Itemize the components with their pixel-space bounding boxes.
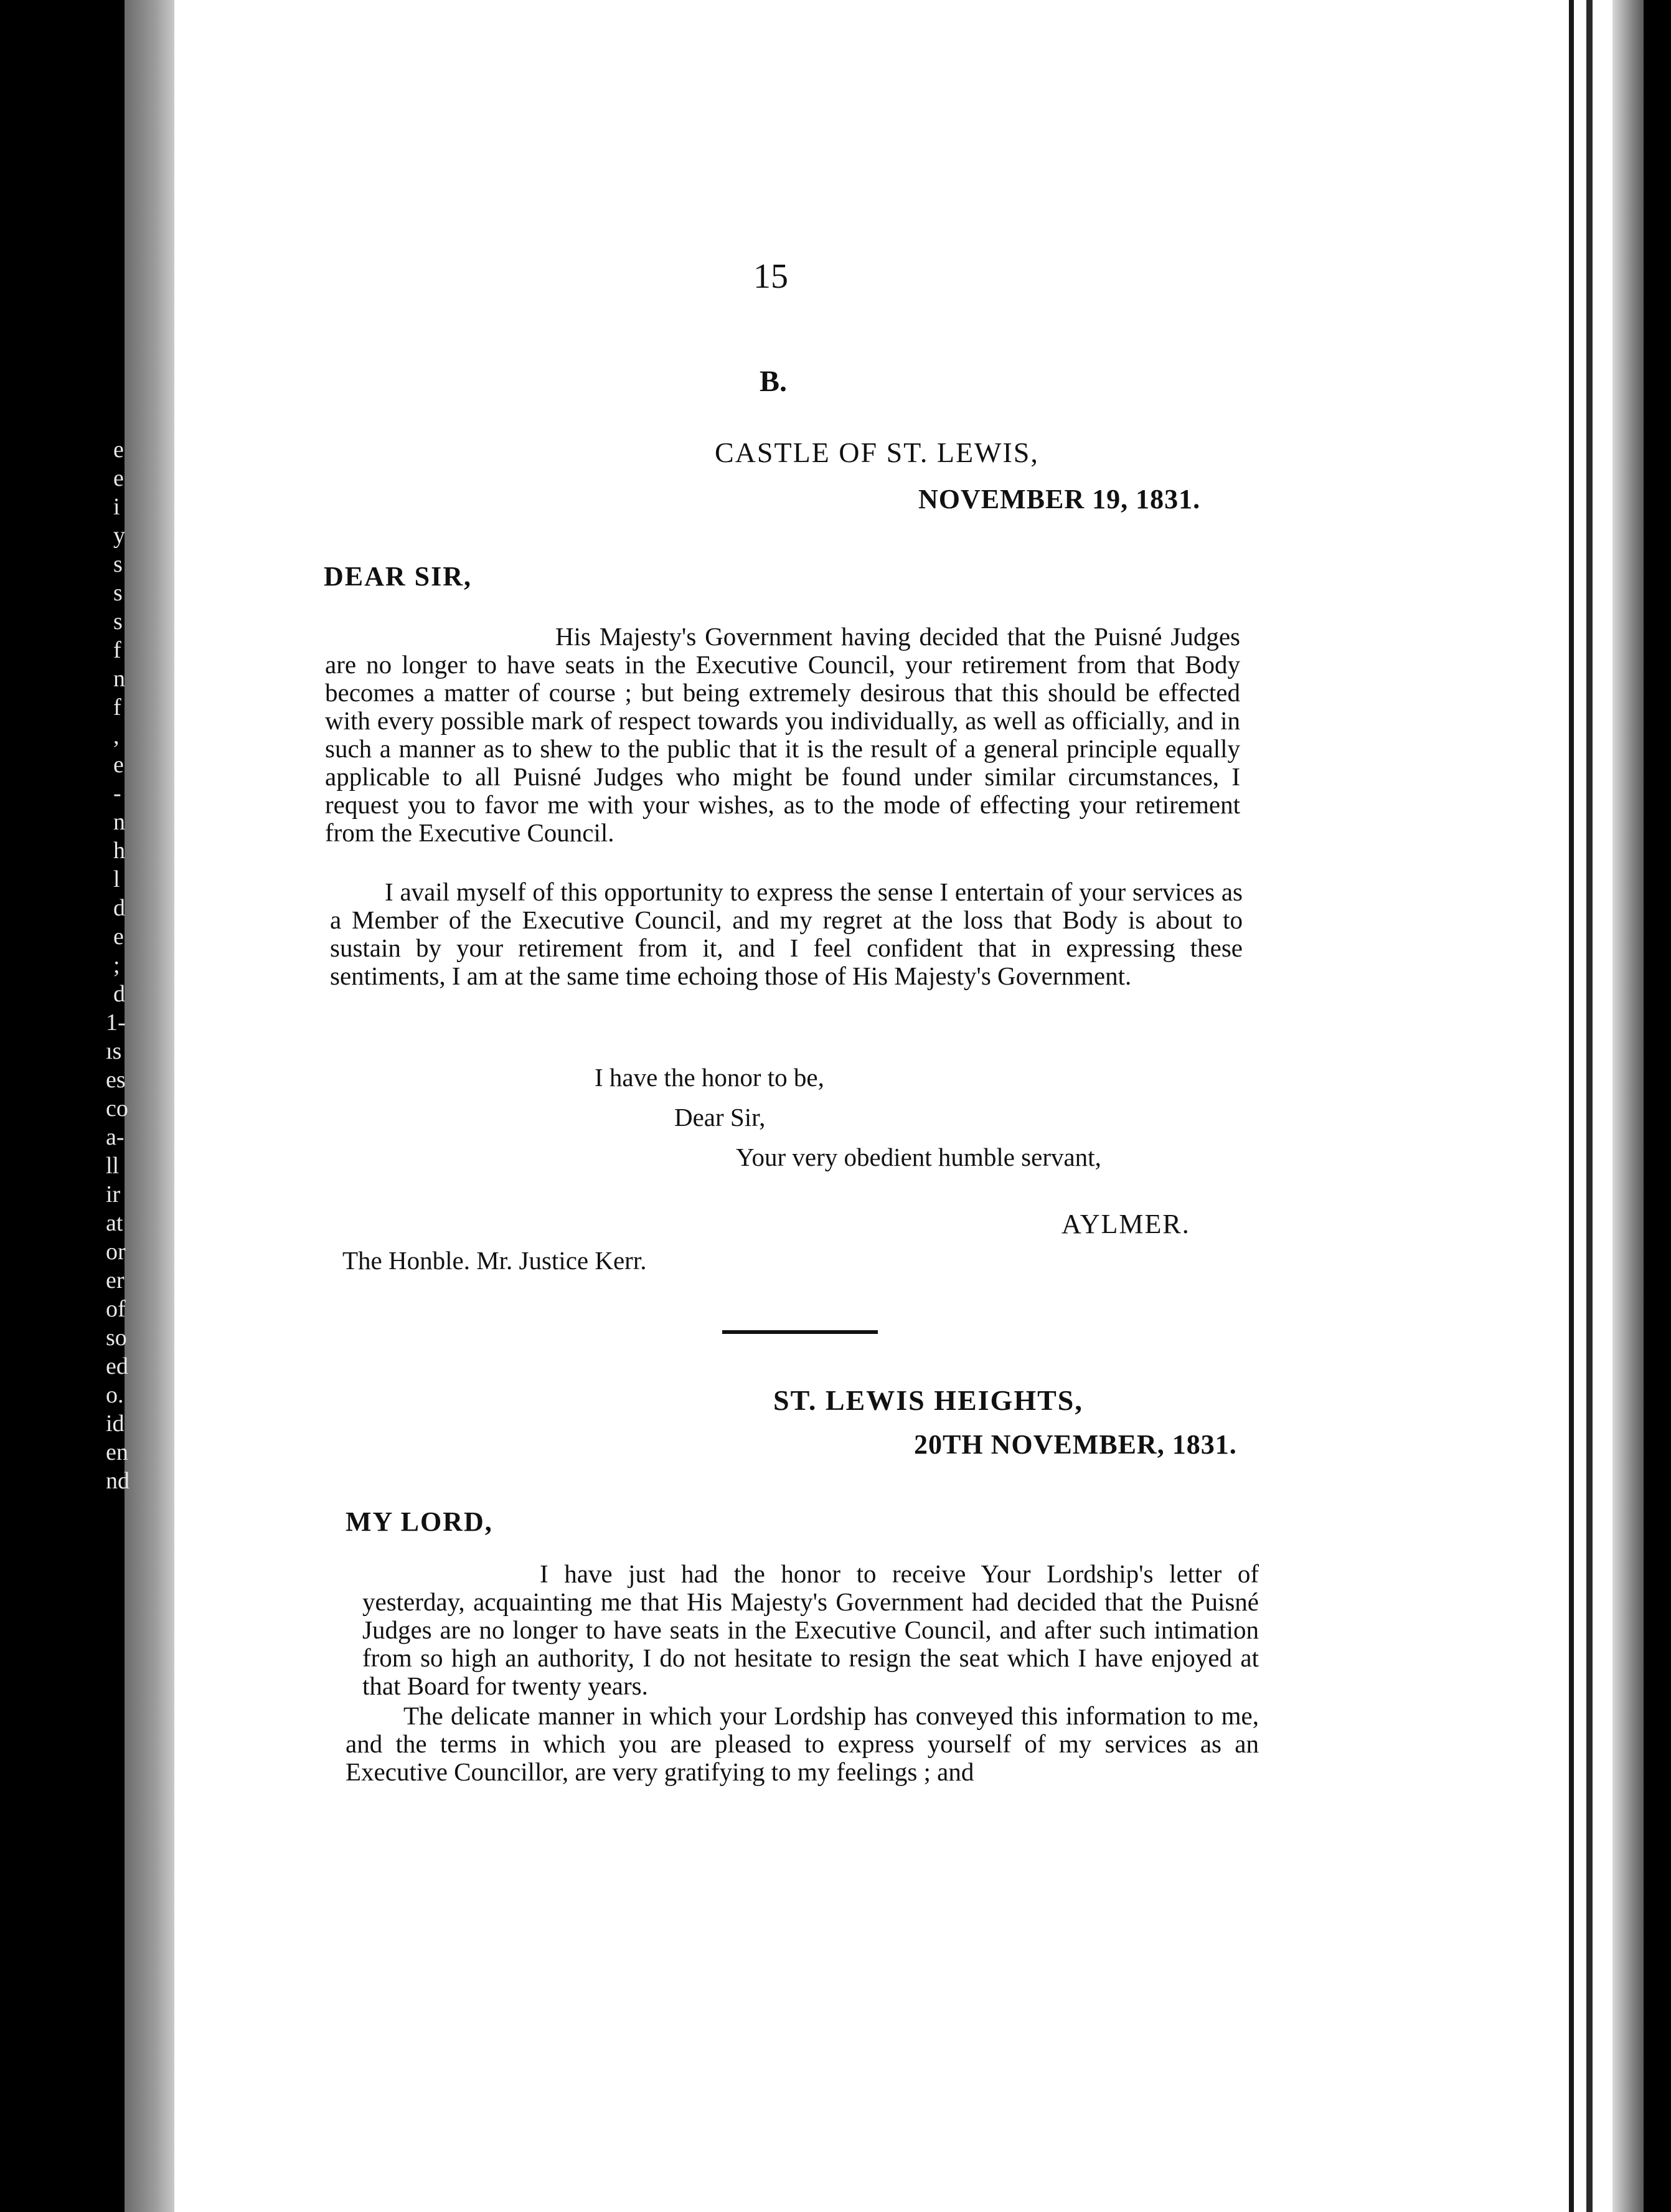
right-scan-border [1644,0,1671,2212]
facing-page-fragment: d [113,895,125,921]
left-page-fold [125,0,174,2212]
facing-page-fragment: ıs [106,1038,122,1064]
letter1-salutation: DEAR SIR, [324,561,473,592]
facing-page-fragment: ll [106,1153,120,1179]
facing-page-fragment: e [113,752,124,778]
letter1-addressee: The Honble. Mr. Justice Kerr. [342,1246,647,1275]
page-number: 15 [753,257,788,296]
letter1-closing-line-3: Your very obedient humble servant, [736,1143,1101,1171]
facing-page-fragment: or [106,1239,126,1265]
letter2-salutation: MY LORD, [346,1506,493,1537]
facing-page-fragment: s [113,580,123,606]
facing-page-fragment: y [113,522,125,549]
right-page-edge [1569,0,1574,2212]
letter1-signature: AYLMER. [1061,1209,1190,1239]
section-letter: B. [760,365,788,398]
facing-page-fragment: at [106,1210,123,1236]
facing-page-fragment: so [106,1325,127,1351]
facing-page-fragment: en [106,1439,128,1465]
facing-page-fragment: co [106,1095,128,1122]
facing-page-fragment: d [113,981,125,1007]
facing-page-fragment: - [113,780,121,806]
facing-page-fragment: er [106,1267,125,1293]
letter2-date: 20TH NOVEMBER, 1831. [914,1429,1237,1460]
facing-page-fragment: n [113,666,125,692]
facing-page-fragment: e [113,924,124,950]
right-page-edge [1586,0,1593,2212]
facing-page-fragment: of [106,1296,126,1322]
facing-page-fragment: h [113,838,125,864]
facing-page-fragment: o. [106,1382,124,1408]
facing-page-fragment: ed [106,1353,128,1379]
letter2-paragraph-2: The delicate manner in which your Lordship has conveyed this information to me, and the terms in which you are pleased to express yourself of my services as an Executive Councillor, are very gratifying to my feelings ; and [346,1701,1259,1786]
facing-page-fragment: e [113,465,124,491]
facing-page-fragment: a- [106,1124,125,1150]
facing-page-fragment: nd [106,1468,129,1494]
facing-page-fragment: 1- [106,1009,126,1036]
letter1-paragraph-1: His Majesty's Government having decided that the Puisné Judges are no longer to have seats in the Executive Council, your retirement from that Body becomes a matter of course ; but being extremely desirous that this should be effected with every possible mark of respect towards you individually, as well as officially, and in such a manner as to shew to the public that it is the result of a general principle equally applicable to all Puisné Judges who might be found under similar circumstances, I request you to favor me with your wishes, as to the mode of effecting your retirement from the Executive Council. [325,622,1240,847]
facing-page-fragment: l [113,866,120,892]
facing-page-fragment: ir [106,1181,121,1208]
letter1-paragraph-2: I avail myself of this opportunity to express the sense I entertain of your services as a Member of the Executive Council, and my regret at the loss that Body is about to sustain by your retirement from it, and I feel confident that in expressing these sentiments, I am at the same time echoing those of His Majesty's Government. [330,877,1243,990]
right-page-stack [1612,0,1644,2212]
facing-page-fragment: id [106,1411,125,1437]
letter2-place: ST. LEWIS HEIGHTS, [773,1384,1083,1416]
letter1-closing-line-1: I have the honor to be, [595,1063,824,1092]
facing-page-fragment: f [113,637,121,663]
facing-page-fragment: ; [113,952,120,978]
facing-page-fragment: s [113,551,123,577]
facing-page-fragment: i [113,494,120,520]
facing-page-fragment: s [113,608,123,635]
facing-page-fragment: es [106,1067,126,1093]
facing-page-fragment: e [113,437,124,463]
letter1-closing-line-2: Dear Sir, [674,1103,766,1132]
facing-page-fragment: f [113,694,121,721]
letter1-date: NOVEMBER 19, 1831. [918,484,1201,514]
letter2-paragraph-1: I have just had the honor to receive Your Lordship's letter of yesterday, acquainting me that His Majesty's Government had decided that the Puisné Judges are no longer to have seats in the Executive Council, and after such intimation from so high an authority, I do not hesitate to resign the seat which I have enjoyed at that Board for twenty years. [362,1559,1259,1700]
facing-page-fragment: , [113,723,120,749]
letter1-place: CASTLE OF ST. LEWIS, [715,437,1039,468]
section-divider [722,1330,878,1334]
facing-page-fragment: n [113,809,125,835]
